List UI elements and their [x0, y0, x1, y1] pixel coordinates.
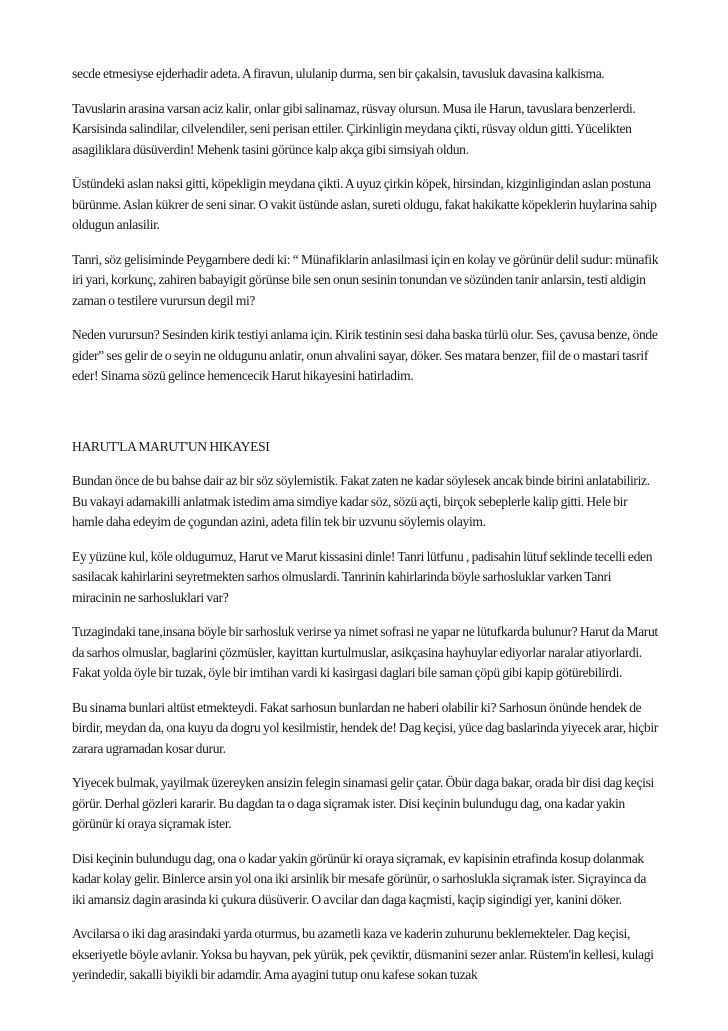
paragraph: Neden vurursun? Sesinden kirik testiyi anlama için. Kirik testinin sesi daha baska türlü olur. Ses, çavusa benze, önde gider” ses gelir de o seyin ne oldugunu anlatir, onun ahvalini sayar, döker. Ses matara benzer, fiil de o mastari tasrif eder! Sinama sözü gelince hemencecik Harut hikayesini hatirladim. — [72, 327, 658, 383]
paragraph: Avcilarsa o iki dag arasindaki yarda oturmus, bu azametli kaza ve kaderin zuhurunu beklemekteler. Dag keçisi, ekseriyetle böyle avlanir. Yoksa bu hayvan, pek yürük, pek çeviktir, düsmanini sezer anlar. Rüstem'in kellesi, kulagi yerindedir, sakalli biyikli bir adamdir. Ama ayagini tutup onu kafese sokan tuzak — [72, 926, 654, 982]
paragraph: Üstündeki aslan naksi gitti, köpekligin meydana çikti. A uyuz çirkin köpek, hirsindan, kizginligindan aslan postuna bürünme. Aslan kükrer de seni sinar. O vakit üstünde aslan, sureti oldugu, fakat hakikatte köpeklerin huylarina sahip oldugun anlasilir. — [72, 176, 657, 232]
section-spacer — [72, 401, 660, 437]
paragraph: secde etmesiyse ejderhadir adeta. A firavun, ululanip durma, sen bir çakalsin, tavusluk davasina kalkisma. — [72, 66, 605, 81]
paragraph: Disi keçinin bulundugu dag, ona o kadar yakin görünür ki oraya siçramak, ev kapisinin etrafinda kosup dolanmak kadar kolay gelir. Binlerce arsin yol ona iki arsinlik bir mesafe görünür, o sarhoslukla siçramak ister. Siçrayinca da iki amansiz dagin arasinda ki çukura düsüverir. O avcilar dan daga kaçmisti, kaçip sigindigi yer, kanini döker. — [72, 850, 647, 907]
paragraph: Bu sinama bunlari altüst etmekteydi. Fakat sarhosun bunlardan ne haberi olabilir ki? Sarhosun önünde hendek de birdir, meydan da, ona kuyu da dogru yol kesilmistir, hendek de! Dag keçisi, yüce dag baslarinda yiyecek arar, hiçbir zarara ugramadan kosar durur. — [72, 699, 658, 756]
paragraph: Yiyecek bulmak, yayilmak üzereyken ansizin felegin sinamasi gelir çatar. Öbür daga bakar, orada bir disi dag keçisi görür. Derhal gözleri kararir. Bu dagdan ta o daga siçramak ister. Disi keçinin bulundugu dag, ona kadar yakin görünür ki oraya siçramak ister. — [72, 775, 654, 831]
paragraph: Tanri, söz gelisiminde Peygambere dedi ki: “ Münafiklarin anlasilmasi için en kolay ve görünür delil sudur: münafik iri yari, korkunç, zahiren babayigit görünse bile sen onun sesinin tonundan ve sözünden tanir anlarsin, testi aldigin zaman o testilere vurursun degil mi? — [72, 251, 659, 308]
paragraph: Ey yüzüne kul, köle oldugumuz, Harut ve Marut kissasini dinle! Tanri lütfunu , padisahin lütuf seklinde tecelli eden sasilacak kahirlarini seyretmekten sarhos olmuslardi. Tanrinin kahirlarinda böyle sarhosluklar varken Tanri miracinin ne sarhosluklari var? — [72, 548, 653, 605]
paragraph: Bundan önce de bu bahse dair az bir söz söylemistik. Fakat zaten ne kadar söylesek ancak binde birini anlatabiliriz. Bu vakayi adamakilli anlatmak istedim ama simdiye kadar söz, sözü açti, birçok sebeplerle kalip gitti. Hele bir hamle daha edeyim de çogundan azini, adeta filin tek bir uzvunu söylemis olayim. — [72, 473, 650, 529]
paragraph: Tuzagindaki tane,insana böyle bir sarhosluk verirse ya nimet sofrasi ne yapar ne lütufkarda bulunur? Harut da Marut da sarhos olmuslar, baglarini çözmüsler, kayittan kurtulmuslar, asikçasina hayhuylar ediyorlar naralar atiyorlardi. Fakat yolda öyle bir tuzak, öyle bir imtihan vardi ki kasirgasi daglari bile saman çöpü gibi kapip götürebilirdi. — [72, 624, 658, 680]
section-heading: HARUT'LA MARUT'UN HIKAYESI — [72, 438, 270, 454]
document-body — [72, 64, 660, 1000]
paragraph: Tavuslarin arasina varsan aciz kalir, onlar gibi salinamaz, rüsvay olursun. Musa ile Harun, tavuslara benzerlerdi. Karsisinda salindilar, cilvelendiler, seni perisan ettiler. Çirkinligin meydana çikti, rüsvay oldun gitti. Yücelikten asagiliklara düsüverdin! Mehenk tasini görünce kalp akça gibi simsiyah oldun. — [72, 100, 636, 157]
